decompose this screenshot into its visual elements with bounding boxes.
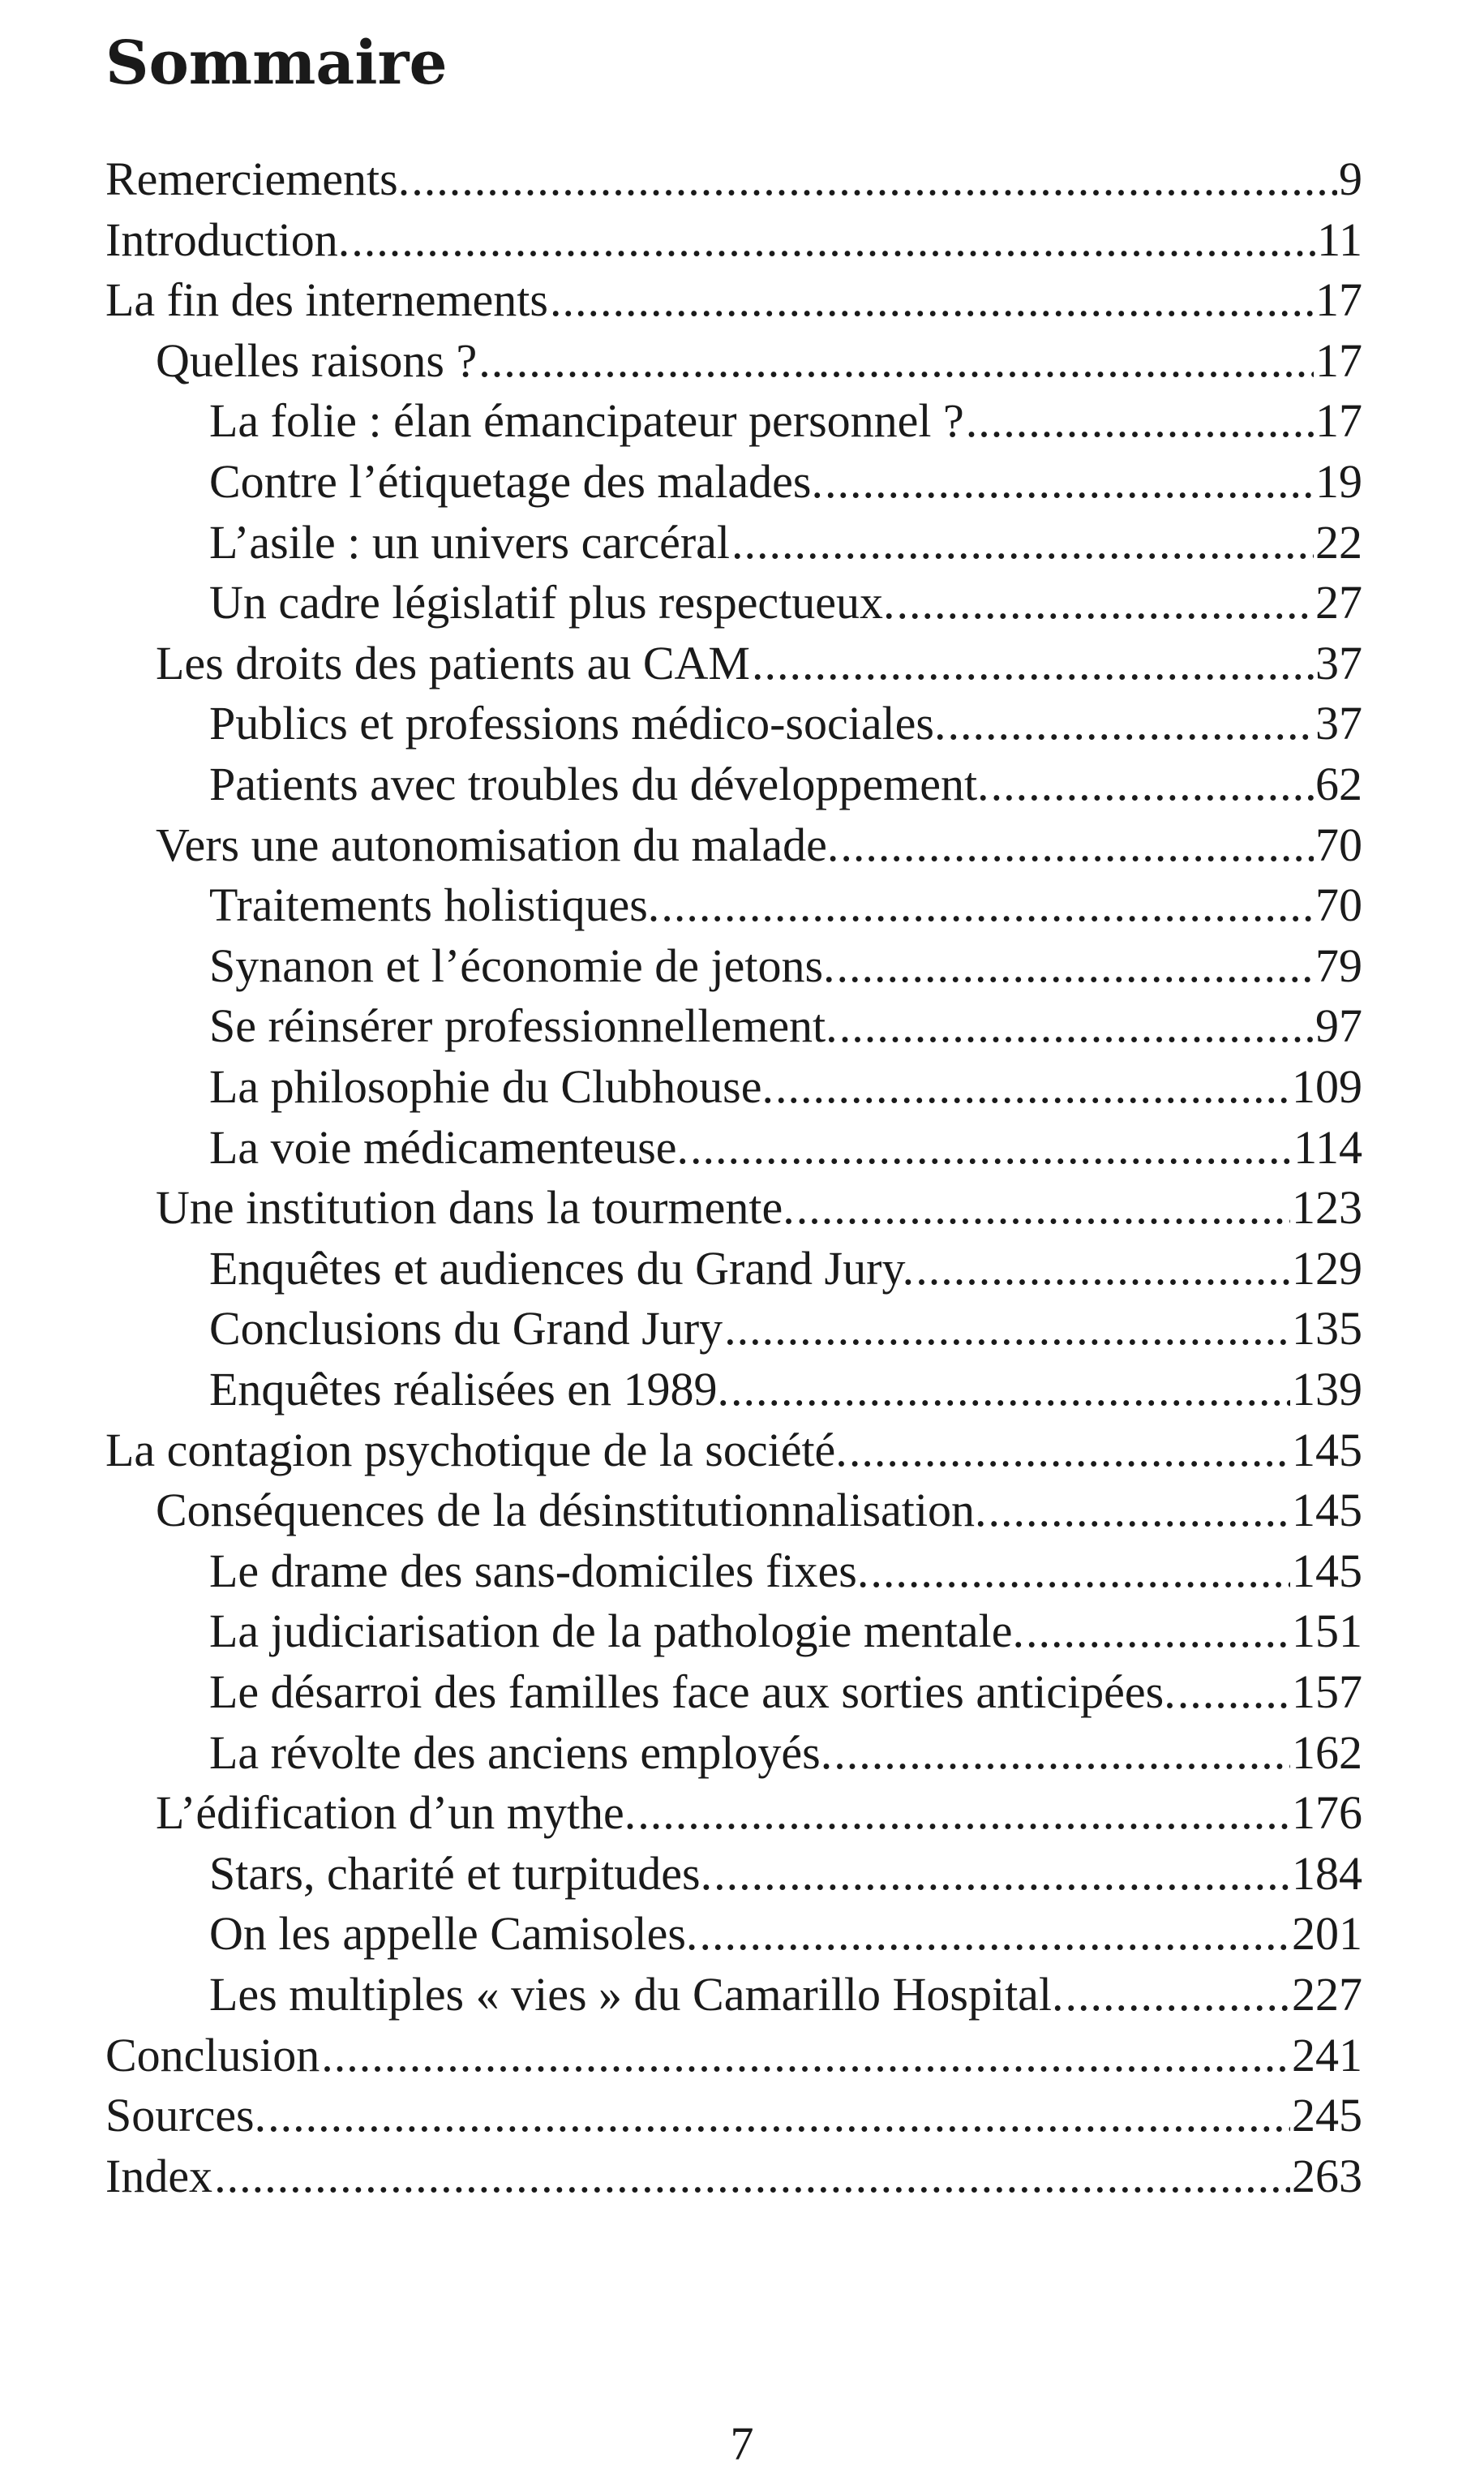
toc-entry [209,1844,1362,1904]
toc-entry-label: Stars, charité et turpitudes. [209,1847,713,1900]
toc-dot-leader [731,513,1314,573]
toc-entry-label: Les droits des patients au CAM [156,637,750,689]
toc-entry-label: La révolte des anciens employés. [209,1726,833,1779]
toc-entry [209,996,1362,1056]
toc-entry [209,1904,1362,1964]
toc-entry-label: Traitements holistiques. [209,879,660,931]
toc-dot-leader [870,1541,1290,1601]
toc-dot-leader [916,1239,1290,1299]
toc-entry-page: 162 [1292,1726,1362,1779]
toc-entry [209,573,1362,633]
toc-entry-label: Une institution dans la tourmente. [156,1181,795,1234]
toc-entry-page: 79 [1315,939,1362,992]
toc-entry-page: 17 [1315,273,1362,326]
toc-entry-page: 201 [1292,1907,1362,1960]
toc-entry-page: 17 [1315,394,1362,447]
toc-entry-page: 11 [1317,213,1362,266]
page-number: 7 [730,2417,754,2470]
toc-entry [209,694,1362,754]
toc-dot-leader [268,2086,1290,2146]
toc-entry-label: Remerciements. [105,153,410,205]
toc-entry-page: 241 [1292,2029,1362,2081]
page-title: Sommaire [105,28,448,98]
toc-entry-label: Un cadre législatif plus respectueux. [209,576,895,629]
toc-entry-label: La fin des internements [105,273,548,326]
toc-dot-leader [714,1844,1290,1904]
toc-entry [156,1480,1362,1540]
toc-entry [209,1965,1362,2025]
toc-dot-leader [991,754,1314,814]
toc-entry-label: La philosophie du Clubhouse. [209,1060,774,1113]
toc-entry-label: Patients avec troubles du développement. [209,758,989,810]
toc-entry-page: 37 [1315,697,1362,750]
toc-entry [156,1178,1362,1238]
toc-entry-page: 157 [1292,1665,1362,1718]
toc-dot-leader [825,452,1314,512]
toc-entry [209,1057,1362,1117]
toc-dot-leader [752,634,1314,694]
toc-dot-leader [837,936,1314,996]
toc-entry-page: 37 [1315,637,1362,689]
toc-dot-leader [699,1904,1290,1964]
toc-entry-label: Conséquences de la désinstitutionnalisation. [156,1484,987,1536]
toc-dot-leader [834,1723,1290,1783]
toc-entry [105,2146,1362,2206]
toc-entry-page: 139 [1292,1363,1362,1415]
toc-entry [209,1299,1362,1359]
toc-entry-page: 114 [1293,1121,1362,1174]
toc-dot-leader [214,2146,1290,2206]
toc-entry [105,270,1362,330]
toc-entry-label: On les appelle Camisoles. [209,1907,698,1960]
toc-entry-page: 145 [1292,1544,1362,1597]
toc-entry-label: Quelles raisons ? [156,334,478,387]
toc-entry [209,875,1362,935]
toc-entry [209,1723,1362,1783]
toc-entry-page: 62 [1315,758,1362,810]
toc-entry-label: Conclusion [105,2029,320,2081]
toc-dot-leader [775,1057,1290,1117]
toc-entry-page: 176 [1292,1786,1362,1839]
toc-entry-page: 22 [1315,516,1362,569]
toc-entry-label: Se réinsérer professionnellement. [209,999,838,1052]
toc-dot-leader [724,1299,1290,1359]
toc-dot-leader [849,1420,1290,1480]
toc-entry [209,1360,1362,1420]
toc-dot-leader [839,996,1314,1056]
toc-entry-label: Le drame des sans-domiciles fixes. [209,1544,869,1597]
toc-entry [105,1420,1362,1480]
toc-entry-page: 227 [1292,1968,1362,2021]
toc-entry-page: 151 [1292,1604,1362,1657]
toc-entry-label: Enquêtes et audiences du Grand Jury. [209,1242,915,1295]
toc-dot-leader [897,573,1314,633]
toc-entry-page: 70 [1315,879,1362,931]
toc-entry [105,149,1362,209]
toc-entry [209,513,1362,573]
toc-entry [209,1118,1362,1178]
toc-entry-page: 245 [1292,2089,1362,2141]
toc-entry [209,1239,1362,1299]
toc-entry-page: 184 [1292,1847,1362,1900]
toc-entry-page: 109 [1292,1060,1362,1113]
toc-entry-label: Le désarroi des familles face aux sorties anticipées. [209,1665,1176,1718]
toc-entry-label: Conclusions du Grand Jury [209,1302,723,1355]
toc-entry-label: Introduction. [105,213,350,266]
toc-entry-label: La contagion psychotique de la société. [105,1424,847,1476]
toc-entry [209,1662,1362,1722]
toc-entry-page: 9 [1339,153,1362,205]
toc-entry [209,1601,1362,1661]
toc-entry [105,2025,1362,2086]
toc-entry [156,815,1362,875]
toc-entry [209,452,1362,512]
toc-dot-leader [1026,1601,1290,1661]
toc-entry [209,391,1362,451]
toc-entry [156,634,1362,694]
toc-entry [209,754,1362,814]
toc-dot-leader [411,149,1337,209]
toc-entry-label: Les multiples « vies » du Camarillo Hospital. [209,1968,1064,2021]
toc-entry-label: Contre l’étiquetage des malades. [209,455,823,508]
toc-entry-page: 70 [1315,818,1362,871]
toc-dot-leader [966,391,1314,451]
toc-entry-page: 123 [1292,1181,1362,1234]
toc-entry-label: Publics et professions médico-sociales. [209,697,946,750]
toc-entry-page: 145 [1292,1484,1362,1536]
toc-entry-page: 17 [1315,334,1362,387]
toc-entry-label: Enquêtes réalisées en 1989. [209,1363,730,1415]
toc-entry-page: 263 [1292,2150,1362,2202]
toc-dot-leader [1066,1965,1290,2025]
toc-entry [105,2086,1362,2146]
toc-entry-label: La voie médicamenteuse. [209,1121,689,1174]
toc-entry-page: 19 [1315,455,1362,508]
toc-entry-label: Sources. [105,2089,267,2141]
toc-entry-page: 27 [1315,576,1362,629]
toc-entry-label: La judiciarisation de la pathologie mentale. [209,1604,1024,1657]
toc-dot-leader [731,1360,1290,1420]
toc-entry-label: La folie : élan émancipateur personnel ? [209,394,964,447]
toc-dot-leader [690,1118,1292,1178]
toc-dot-leader [550,270,1314,330]
toc-dot-leader [989,1480,1291,1540]
toc-entry-page: 135 [1292,1302,1362,1355]
toc-dot-leader [321,2025,1290,2086]
toc-dot-leader [796,1178,1290,1238]
toc-entry [209,1541,1362,1601]
toc-entry-label: Vers une autonomisation du malade. [156,818,839,871]
toc-dot-leader [637,1783,1290,1843]
toc-entry-label: L’asile : un univers carcéral [209,516,731,569]
toc-dot-leader [478,331,1314,391]
toc-entry-page: 129 [1292,1242,1362,1295]
toc-entry-label: Synanon et l’économie de jetons. [209,939,835,992]
toc-dot-leader [351,210,1315,270]
toc-entry [105,210,1362,270]
toc-entry-label: Index [105,2150,213,2202]
toc-dot-leader [661,875,1314,935]
toc-dot-leader [840,815,1314,875]
toc-entry-page: 145 [1292,1424,1362,1476]
toc-entry [209,936,1362,996]
toc-entry-label: L’édification d’un mythe. [156,1786,637,1839]
toc-entry [156,331,1362,391]
toc-dot-leader [948,694,1315,754]
toc-entry [156,1783,1362,1843]
toc-entry-page: 97 [1315,999,1362,1052]
toc-dot-leader [1177,1662,1290,1722]
